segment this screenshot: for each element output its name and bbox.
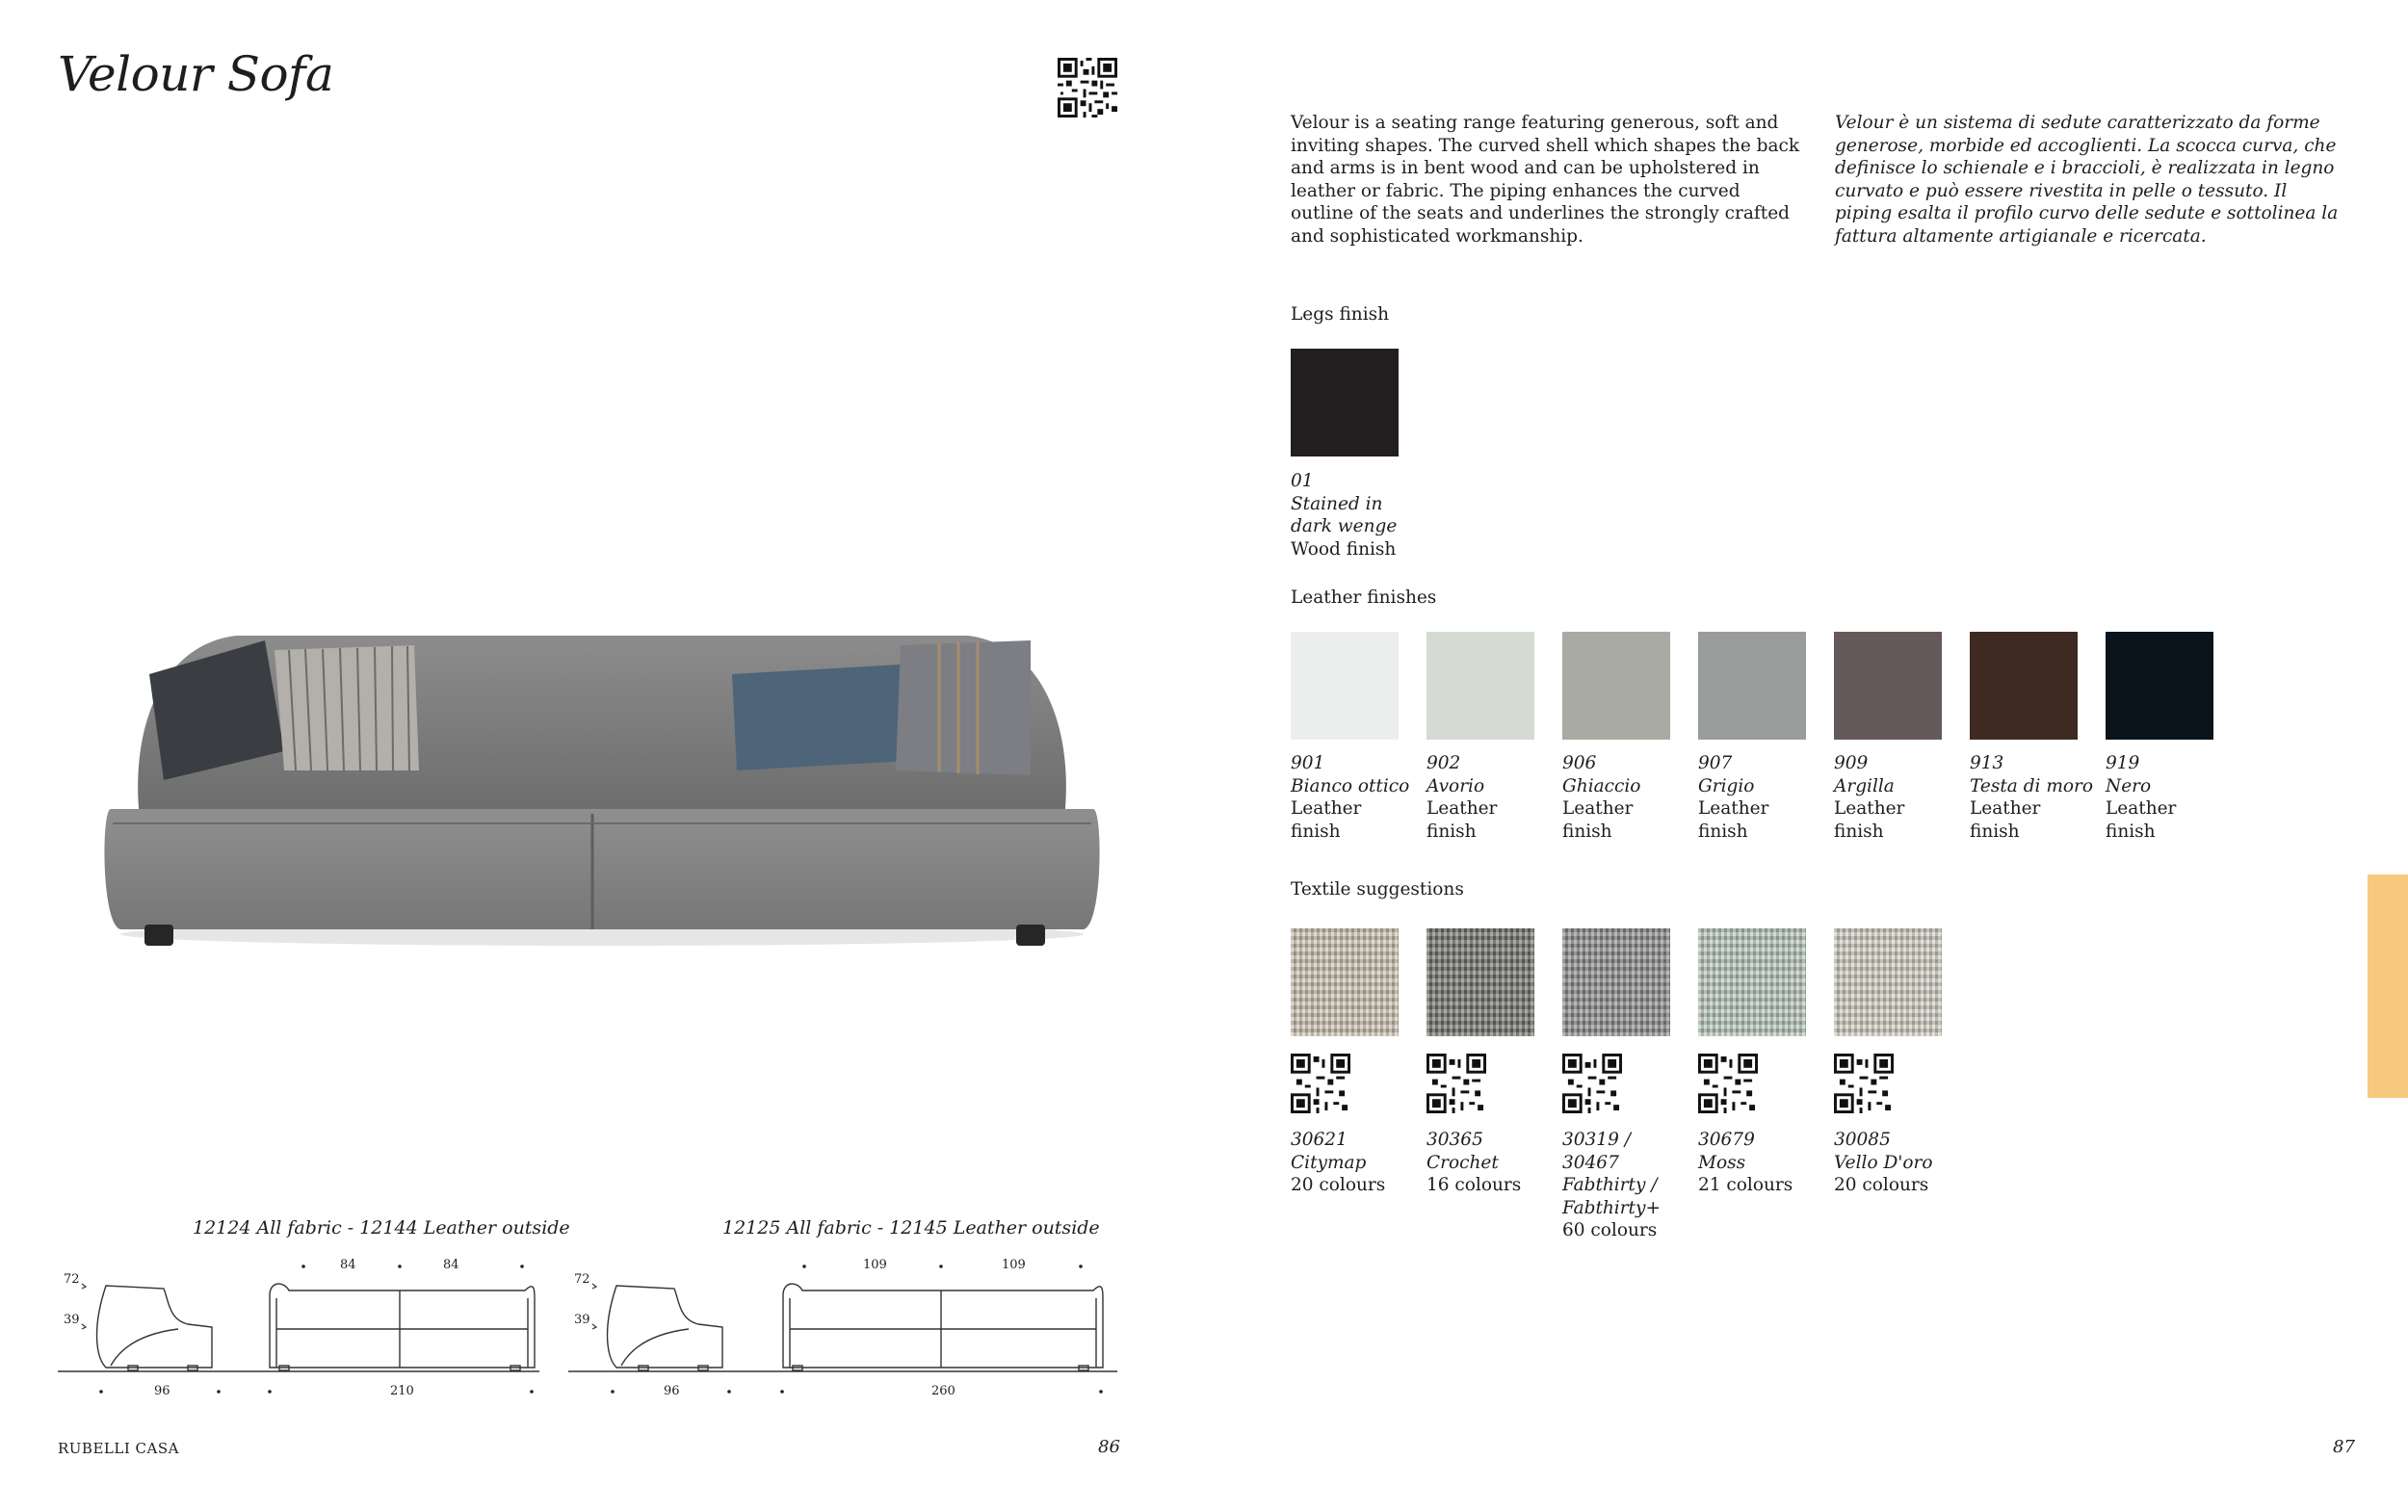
page-number-right: 87 [2333,1437,2355,1457]
description-english: Velour is a seating range featuring generous, soft and inviting shapes. The curved shell which shapes the back and arms is in bent wood and can be upholstered in leather or fabric. The piping enhances the curved outline of the seats and underlines the strongly crafted and sophisticated workmanship. [1291,113,1800,247]
sofa-photo [92,616,1112,963]
leather-swatch[interactable] [1698,632,1806,740]
textile-caption [1426,1129,1552,1197]
textile-colours: 16 colours [1426,1175,1522,1195]
leather-caption [2106,752,2231,843]
leather-swatch[interactable] [1970,632,2078,740]
dimension-width: 260 [931,1384,955,1398]
finish-code: 907 [1698,753,1733,773]
dimension-seat-height: 39 [574,1313,590,1327]
finish-name: dark wenge [1291,516,1398,536]
textile-code: 30679 [1698,1130,1755,1150]
leather-caption [1834,752,1959,843]
legs-finish-heading: Legs finish [1291,304,1390,325]
section-tab [2368,874,2408,1098]
finish-type: Leather [1970,798,2041,819]
textile-swatch[interactable] [1698,928,1806,1036]
finish-type: Wood finish [1291,538,1397,560]
leather-caption [1562,752,1688,843]
textile-swatch[interactable] [1834,928,1942,1036]
textile-colours: 21 colours [1698,1175,1793,1195]
qr-code-icon[interactable] [1291,1054,1350,1113]
footer-brand: RUBELLI CASA [58,1440,179,1457]
finish-type: finish [1698,821,1748,842]
finish-name: Nero [2106,775,2152,796]
leather-finishes-heading: Leather finishes [1291,587,1437,608]
textile-colours: 20 colours [1834,1175,1929,1195]
textile-caption [1698,1129,1823,1197]
textile-swatch[interactable] [1291,928,1399,1036]
leather-swatch[interactable] [2106,632,2213,740]
finish-name: Testa di moro [1970,775,2093,796]
textile-code: 30365 [1426,1130,1483,1150]
qr-code-icon[interactable] [1562,1054,1622,1113]
qr-code-icon[interactable] [1698,1054,1758,1113]
finish-code: 902 [1426,753,1461,773]
textile-suggestions-heading: Textile suggestions [1291,879,1464,899]
dimension-depth: 96 [664,1384,680,1398]
finish-type: finish [1426,821,1477,842]
dimension-width: 210 [390,1384,414,1398]
finish-type: Leather [1291,798,1362,819]
dimension-seat-height: 39 [64,1313,80,1327]
textile-swatch[interactable] [1426,928,1534,1036]
dimension-caption: 12124 All fabric - 12144 Leather outside [193,1217,570,1238]
page-title: Velour Sofa [58,46,334,102]
finish-name: Bianco ottico [1291,775,1410,796]
finish-name: Argilla [1834,775,1895,796]
dimension-segment: 84 [443,1258,459,1272]
finish-name: Grigio [1698,775,1755,796]
finish-code: 901 [1291,753,1325,773]
description-italian: Velour è un sistema di sedute caratterizzato da forme generose, morbide ed accoglienti. La scocca curva, che definisce lo schienale e i braccioli, è realizzata in legno curvato e può essere rivestita in pelle o tessuto. Il piping esalta il profilo curvo delle sedute e sottolinea la fattura altamente artigianale e ricercata. [1835,113,2339,247]
finish-name: Ghiaccio [1562,775,1641,796]
textile-name: Crochet [1426,1152,1499,1173]
legs-finish-swatch[interactable] [1291,349,1399,456]
finish-type: finish [2106,821,2156,842]
textile-caption [1562,1129,1688,1242]
textile-caption [1834,1129,1959,1197]
dimension-segment: 109 [1002,1258,1026,1272]
leather-swatch[interactable] [1834,632,1942,740]
leather-caption [1291,752,1416,843]
finish-type: Leather [1562,798,1634,819]
leather-caption [1426,752,1552,843]
textile-name: Moss [1698,1152,1746,1173]
dimension-segment: 109 [863,1258,887,1272]
textile-swatch[interactable] [1562,928,1670,1036]
dimension-height: 72 [574,1272,590,1287]
finish-type: finish [1562,821,1612,842]
legs-finish-caption [1291,470,1416,560]
leather-swatch[interactable] [1426,632,1534,740]
finish-type: finish [1291,821,1341,842]
textile-name: Citymap [1291,1152,1367,1173]
dimension-segment: 84 [340,1258,356,1272]
leather-caption [1970,752,2095,843]
finish-type: Leather [1834,798,1905,819]
finish-type: finish [1970,821,2020,842]
finish-code: 909 [1834,753,1869,773]
textile-colours: 60 colours [1562,1220,1658,1240]
qr-code-icon[interactable] [1426,1054,1486,1113]
page-number-left: 86 [1098,1437,1120,1457]
textile-name: Fabthirty / [1562,1175,1658,1195]
finish-name: Stained in [1291,493,1383,514]
qr-code-icon[interactable] [1058,58,1117,117]
leather-swatch[interactable] [1291,632,1399,740]
finish-code: 913 [1970,753,2004,773]
textile-code: 30085 [1834,1130,1891,1150]
textile-name: Fabthirty+ [1562,1197,1661,1218]
finish-code: 919 [2106,753,2140,773]
finish-code: 01 [1291,471,1314,491]
finish-type: Leather [1698,798,1769,819]
textile-code: 30319 / 30467 [1562,1130,1631,1173]
finish-code: 906 [1562,753,1597,773]
finish-type: Leather [2106,798,2177,819]
textile-name: Vello D'oro [1834,1152,1933,1173]
finish-type: finish [1834,821,1884,842]
finish-type: Leather [1426,798,1498,819]
qr-code-icon[interactable] [1834,1054,1894,1113]
leather-caption [1698,752,1823,843]
dimension-height: 72 [64,1272,80,1287]
dimension-caption: 12125 All fabric - 12145 Leather outside [722,1217,1100,1238]
leather-swatch[interactable] [1562,632,1670,740]
finish-name: Avorio [1426,775,1485,796]
textile-code: 30621 [1291,1130,1348,1150]
textile-caption [1291,1129,1416,1197]
dimension-depth: 96 [154,1384,170,1398]
textile-colours: 20 colours [1291,1175,1386,1195]
